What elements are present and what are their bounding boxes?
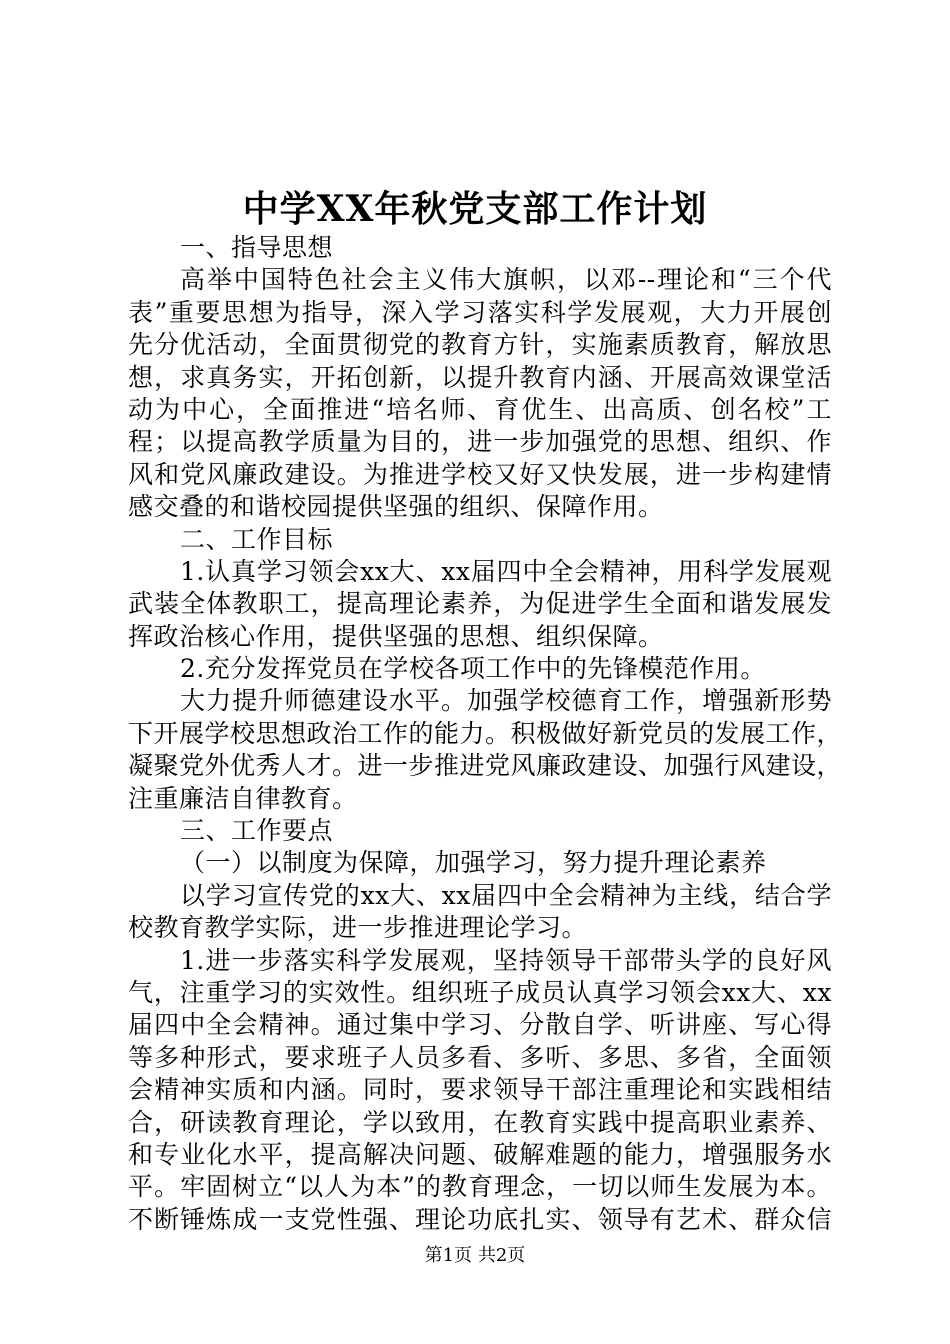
text-line: 表”重要思想为指导，深入学习落实科学发展观，大力开展创 <box>128 297 832 327</box>
text-line: 三、工作要点 <box>180 816 334 846</box>
page-footer: 第1页 共2页 <box>424 1245 526 1266</box>
text-line: 二、工作目标 <box>180 524 334 554</box>
text-line: 届四中全会精神。通过集中学习、分散自学、听讲座、写心得 <box>128 1010 832 1040</box>
text-line: 注重廉洁自律教育。 <box>128 783 358 813</box>
text-line: 校教育教学实际，进一步推进理论学习。 <box>128 913 588 943</box>
text-line: 一、指导思想 <box>180 233 334 262</box>
text-line: 1.认真学习领会xx大、xx届四中全会精神，用科学发展观 <box>180 556 832 586</box>
text-line: 下开展学校思想政治工作的能力。积极做好新党员的发展工作， <box>128 718 843 748</box>
text-line: 凝聚党外优秀人才。进一步推进党风廉政建设、加强行风建设， <box>128 751 843 781</box>
text-line: 不断锤炼成一支党性强、理论功底扎实、领导有艺术、群众信 <box>128 1204 832 1234</box>
text-line: （一）以制度为保障，加强学习，努力提升理论素养 <box>180 848 767 878</box>
text-line: 武装全体教职工，提高理论素养，为促进学生全面和谐发展发 <box>128 589 832 619</box>
text-line: 以学习宣传党的xx大、xx届四中全会精神为主线，结合学 <box>180 880 832 910</box>
text-line: 等多种形式，要求班子人员多看、多听、多思、多省，全面领 <box>128 1042 832 1072</box>
text-line: 1.进一步落实科学发展观，坚持领导干部带头学的良好风 <box>180 945 832 975</box>
document-body <box>128 232 843 1236</box>
text-line: 大力提升师德建设水平。加强学校德育工作，增强新形势 <box>180 686 832 716</box>
text-line: 先分优活动，全面贯彻党的教育方针，实施素质教育，解放思 <box>128 330 832 360</box>
text-line: 会精神实质和内涵。同时，要求领导干部注重理论和实践相结 <box>128 1075 832 1105</box>
document-title: 中学XX年秋党支部工作计划 <box>242 188 708 230</box>
text-line: 动为中心，全面推进“培名师、育优生、出高质、创名校”工 <box>128 394 832 424</box>
text-line: 感交叠的和谐校园提供坚强的组织、保障作用。 <box>128 492 664 522</box>
text-line: 程；以提高教学质量为目的，进一步加强党的思想、组织、作 <box>128 427 832 457</box>
text-line: 高举中国特色社会主义伟大旗帜，以邓--理论和“三个代 <box>180 265 832 295</box>
text-line: 合，研读教育理论，学以致用，在教育实践中提高职业素养、 <box>128 1107 832 1137</box>
text-line: 和专业化水平，提高解决问题、破解难题的能力，增强服务水 <box>128 1139 832 1169</box>
text-line: 想，求真务实，开拓创新，以提升教育内涵、开展高效课堂活 <box>128 362 832 392</box>
text-line: 2.充分发挥党员在学校各项工作中的先锋模范作用。 <box>180 654 766 684</box>
text-line: 气，注重学习的实效性。组织班子成员认真学习领会xx大、xx <box>128 977 832 1007</box>
text-line: 风和党风廉政建设。为推进学校又好又快发展，进一步构建情 <box>128 459 832 489</box>
text-line: 挥政治核心作用，提供坚强的思想、组织保障。 <box>128 621 664 651</box>
text-line: 平。牢固树立“以人为本”的教育理念，一切以师生发展为本。 <box>128 1172 832 1202</box>
